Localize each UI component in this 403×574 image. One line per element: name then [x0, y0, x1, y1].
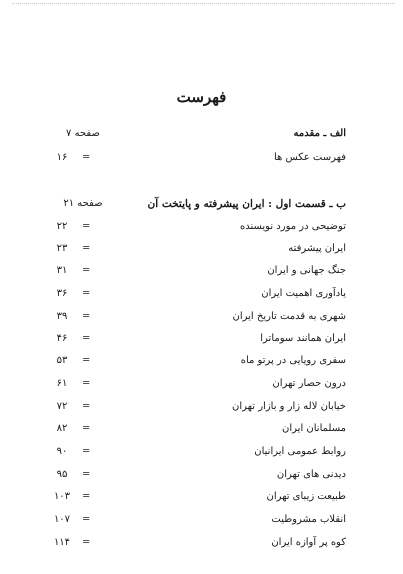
toc-entry-equals: =	[82, 265, 91, 276]
toc-entry-title: کوه پر آوازه ایران	[271, 537, 346, 548]
toc-entry-title: توضیحی در مورد نویسنده	[239, 221, 346, 232]
toc-entry-equals: =	[82, 333, 91, 344]
toc-entry-page: ۵۳	[56, 355, 68, 366]
toc-entry-page: ۶۱	[56, 378, 68, 389]
toc-row	[0, 491, 403, 509]
toc-entry-title: سفری رویایی در پرتو ماه	[240, 355, 346, 366]
toc-entry-page: ۲۲	[56, 221, 68, 232]
toc-entry-equals: =	[82, 401, 91, 412]
toc-entry-equals: =	[82, 152, 91, 163]
toc-entry-equals: =	[82, 514, 91, 525]
toc-entry-title: فهرست عکس ها	[273, 152, 346, 163]
toc-entry-page: ۱۰۷	[53, 514, 71, 525]
toc-entry-title: مسلمانان ایران	[282, 423, 346, 434]
toc-entry-title: خیابان لاله زار و بازار تهران	[232, 401, 346, 412]
toc-row	[0, 537, 403, 555]
toc-entry-page: ۲۳	[56, 243, 68, 254]
toc-entry-page: ۴۶	[56, 333, 68, 344]
toc-entry-page: ۳۱	[56, 265, 68, 276]
toc-row	[0, 152, 403, 170]
toc-row	[0, 355, 403, 373]
toc-entry-equals: =	[82, 355, 91, 366]
toc-entry-page: ۱۱۴	[53, 537, 71, 548]
toc-entry-page: ۱۶	[56, 152, 68, 163]
toc-entry-equals: =	[82, 243, 91, 254]
toc-row	[0, 333, 403, 351]
toc-row	[0, 469, 403, 487]
toc-entry-page: ۸۲	[56, 423, 68, 434]
page-title: فهرست	[176, 88, 227, 106]
toc-entry-title: یادآوری اهمیت ایران	[261, 288, 346, 299]
toc-entry-page: ۹۰	[56, 446, 68, 457]
toc-entry-title: روابط عمومی ایرانیان	[254, 446, 346, 457]
toc-row	[0, 265, 403, 283]
toc-entry-title: انقلاب مشروطیت	[271, 514, 346, 525]
toc-entry-title: الف ـ مقدمه	[293, 128, 346, 139]
toc-entry-equals: =	[82, 288, 91, 299]
toc-section-title: ب ـ قسمت اول : ایران پیشرفته و پایتخت آن	[147, 198, 346, 210]
toc-entry-equals: =	[82, 469, 91, 480]
toc-row	[0, 288, 403, 306]
toc-entry-equals: =	[82, 446, 91, 457]
toc-entry-title: جنگ جهانی و ایران	[267, 265, 346, 276]
toc-row	[0, 221, 403, 239]
toc-entry-equals: =	[82, 378, 91, 389]
toc-row	[0, 243, 403, 261]
toc-entry-page: صفحه ۲۱	[63, 198, 103, 209]
toc-entry-page: صفحه ۷	[66, 128, 100, 139]
toc-entry-title: ایران پیشرفته	[288, 243, 346, 254]
toc-entry-page: ۳۶	[56, 288, 68, 299]
toc-row	[0, 378, 403, 396]
toc-entry-equals: =	[82, 491, 91, 502]
toc-row	[0, 311, 403, 329]
toc-entry-page: ۳۹	[56, 311, 68, 322]
scan-edge-dots	[12, 3, 395, 4]
toc-entry-title: طبیعت زیبای تهران	[266, 491, 346, 502]
toc-row	[0, 128, 403, 146]
toc-entry-page: ۹۵	[56, 469, 68, 480]
toc-entry-title: شهری به قدمت تاریخ ایران	[232, 311, 346, 322]
toc-entry-page: ۱۰۳	[53, 491, 71, 502]
toc-row	[0, 401, 403, 419]
toc-entry-title: ایران همانند سوماترا	[260, 333, 346, 344]
toc-entry-equals: =	[82, 537, 91, 548]
toc-entry-title: دیدنی های تهران	[276, 469, 346, 480]
toc-entry-title: درون حصار تهران	[272, 378, 346, 389]
toc-row	[0, 514, 403, 532]
toc-row	[0, 423, 403, 441]
toc-row	[0, 198, 403, 216]
toc-entry-equals: =	[82, 423, 91, 434]
toc-entry-page: ۷۲	[56, 401, 68, 412]
toc-row	[0, 446, 403, 464]
toc-entry-equals: =	[82, 221, 91, 232]
toc-entry-equals: =	[82, 311, 91, 322]
